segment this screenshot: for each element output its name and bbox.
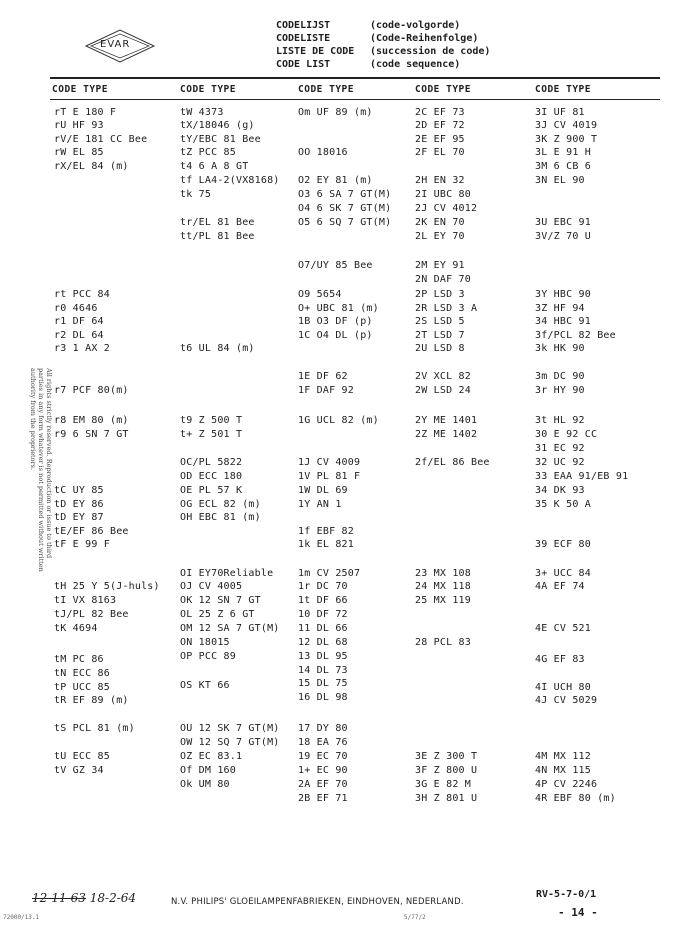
code-entry: tF E 99 F — [54, 539, 110, 550]
code-entry: 1r DC 70 — [298, 581, 348, 592]
code-entry: 2A EF 70 — [298, 779, 348, 790]
code-entry: O2 EY 81 (m) — [298, 175, 373, 186]
code-entry: 1t DF 66 — [298, 595, 348, 606]
code-entry: OO 18016 — [298, 147, 348, 158]
code-entry: r8 EM 80 (m) — [54, 415, 129, 426]
code-entry: Om UF 89 (m) — [298, 107, 373, 118]
handwritten-dates — [32, 891, 136, 905]
column-heading: CODE TYPE — [298, 84, 354, 95]
code-entry: rX/EL 84 (m) — [54, 161, 129, 172]
print-mark: 5/77/2 — [404, 914, 426, 921]
copyright-side-note: All rights strictly reserved. Reproduction or issue to third parties in any form whatever is not permitted without written authority from the proprietors. — [29, 368, 53, 572]
column-heading: CODE TYPE — [535, 84, 591, 95]
code-entry: 2M EY 91 — [415, 260, 465, 271]
code-entry: 3f/PCL 82 Bee — [535, 330, 616, 341]
code-entry: 2R LSD 3 A — [415, 303, 478, 314]
code-entry: 1J CV 4009 — [298, 457, 361, 468]
code-entry: 2I UBC 80 — [415, 189, 471, 200]
code-entry: tC UY 85 — [54, 485, 104, 496]
code-entry: OS KT 66 — [180, 680, 230, 691]
code-entry: 39 ECF 80 — [535, 539, 591, 550]
company-line: N.V. PHILIPS' GLOEILAMPENFABRIEKEN, EINDHOVEN, NEDERLAND. — [171, 897, 464, 907]
code-entry: 2T LSD 7 — [415, 330, 465, 341]
code-entry: 2V XCL 82 — [415, 371, 471, 382]
code-entry: 2F EL 70 — [415, 147, 465, 158]
code-entry: O4 6 SK 7 GT(M) — [298, 203, 392, 214]
title-left: LISTE DE CODE — [276, 46, 355, 57]
code-entry: OZ EC 83.1 — [180, 751, 243, 762]
code-entry: 32 UC 92 — [535, 457, 585, 468]
code-entry: 3Z HF 94 — [535, 303, 585, 314]
code-entry: 11 DL 66 — [298, 623, 348, 634]
code-entry: r7 PCF 80(m) — [54, 385, 129, 396]
column-heading: CODE TYPE — [52, 84, 108, 95]
code-entry: 4A EF 74 — [535, 581, 585, 592]
code-entry: 3L E 91 H — [535, 147, 591, 158]
evar-logo-text: EVAR — [100, 39, 131, 50]
title-right: (Code-Reihenfolge) — [370, 33, 479, 44]
code-entry: OP PCC 89 — [180, 651, 236, 662]
code-entry: 4R EBF 80 (m) — [535, 793, 616, 804]
code-entry: rT E 180 F — [54, 107, 117, 118]
code-entry: 2B EF 71 — [298, 793, 348, 804]
code-entry: tI VX 8163 — [54, 595, 117, 606]
page-number: - 14 - — [558, 906, 598, 919]
code-entry: r2 DL 64 — [54, 330, 104, 341]
code-entry: 2P LSD 3 — [415, 289, 465, 300]
header-rule — [50, 99, 660, 100]
code-entry: 1Y AN 1 — [298, 499, 342, 510]
top-rule — [50, 77, 660, 79]
code-entry: 3J CV 4019 — [535, 120, 598, 131]
code-entry: 14 DL 73 — [298, 665, 348, 676]
code-entry: 34 DK 93 — [535, 485, 585, 496]
code-entry: rV/E 181 CC Bee — [54, 134, 148, 145]
code-entry: 4I UCH 80 — [535, 682, 591, 693]
code-entry: 3U EBC 91 — [535, 217, 591, 228]
code-entry: 2W LSD 24 — [415, 385, 471, 396]
title-left: CODELIJST — [276, 20, 331, 31]
code-entry: tX/18046 (g) — [180, 120, 255, 131]
code-entry: tY/EBC 81 Bee — [180, 134, 261, 145]
code-entry: 1m CV 2507 — [298, 568, 361, 579]
code-entry: 4J CV 5029 — [535, 695, 598, 706]
code-entry: Of DM 160 — [180, 765, 236, 776]
code-entry: OU 12 SK 7 GT(M) — [180, 723, 280, 734]
code-entry: OM 12 SA 7 GT(M) — [180, 623, 280, 634]
code-entry: tE/EF 86 Bee — [54, 526, 129, 537]
code-entry: rU HF 93 — [54, 120, 104, 131]
code-entry: tK 4694 — [54, 623, 98, 634]
code-entry: 3N EL 90 — [535, 175, 585, 186]
code-entry: O+ UBC 81 (m) — [298, 303, 379, 314]
title-right: (code sequence) — [370, 59, 461, 70]
code-entry: OD ECC 180 — [180, 471, 243, 482]
code-entry: t4 6 A 8 GT — [180, 161, 249, 172]
code-entry: tt/PL 81 Bee — [180, 231, 255, 242]
code-entry: 4N MX 115 — [535, 765, 591, 776]
code-entry: tR EF 89 (m) — [54, 695, 129, 706]
code-entry: 2K EN 70 — [415, 217, 465, 228]
revised-date: 18-2-64 — [89, 891, 137, 905]
code-entry: 2Z ME 1402 — [415, 429, 478, 440]
code-entry: 3E Z 300 T — [415, 751, 478, 762]
code-entry: OG ECL 82 (m) — [180, 499, 261, 510]
code-entry: tM PC 86 — [54, 654, 104, 665]
code-entry: 1G UCL 82 (m) — [298, 415, 379, 426]
code-entry: OW 12 SQ 7 GT(M) — [180, 737, 280, 748]
code-entry: 2S LSD 5 — [415, 316, 465, 327]
code-entry: 3G E 82 M — [415, 779, 471, 790]
code-entry: 3t HL 92 — [535, 415, 585, 426]
code-entry: 25 MX 119 — [415, 595, 471, 606]
code-entry: 1f EBF 82 — [298, 526, 354, 537]
code-entry: 1B O3 DF (p) — [298, 316, 373, 327]
code-entry: rW EL 85 — [54, 147, 104, 158]
code-entry: 4M MX 112 — [535, 751, 591, 762]
code-entry: t6 UL 84 (m) — [180, 343, 255, 354]
code-entry: 3K Z 900 T — [535, 134, 598, 145]
code-entry: tW 4373 — [180, 107, 224, 118]
code-entry: Ok UM 80 — [180, 779, 230, 790]
title-left: CODE LIST — [276, 59, 331, 70]
code-entry: r0 4646 — [54, 303, 98, 314]
code-entry: 1W DL 69 — [298, 485, 348, 496]
code-entry: 3r HY 90 — [535, 385, 585, 396]
code-entry: 2D EF 72 — [415, 120, 465, 131]
code-entry: 18 EA 76 — [298, 737, 348, 748]
column-heading: CODE TYPE — [180, 84, 236, 95]
code-entry: tJ/PL 82 Bee — [54, 609, 129, 620]
code-entry: rt PCC 84 — [54, 289, 110, 300]
code-entry: 4G EF 83 — [535, 654, 585, 665]
code-entry: 3m DC 90 — [535, 371, 585, 382]
code-entry: 2J CV 4012 — [415, 203, 478, 214]
code-entry: 2f/EL 86 Bee — [415, 457, 490, 468]
code-entry: O9 5654 — [298, 289, 342, 300]
code-entry: tV GZ 34 — [54, 765, 104, 776]
code-entry: r1 DF 64 — [54, 316, 104, 327]
code-entry: 3H Z 801 U — [415, 793, 478, 804]
title-right: (succession de code) — [370, 46, 491, 57]
code-entry: 1+ EC 90 — [298, 765, 348, 776]
code-entry: 2L EY 70 — [415, 231, 465, 242]
code-entry: OL 25 Z 6 GT — [180, 609, 255, 620]
code-entry: tP UCC 85 — [54, 682, 110, 693]
code-entry: 2H EN 32 — [415, 175, 465, 186]
code-entry: tZ PCC 85 — [180, 147, 236, 158]
title-left: CODELISTE — [276, 33, 331, 44]
code-entry: tf LA4-2(VX8168) — [180, 175, 280, 186]
code-entry: 34 HBC 91 — [535, 316, 591, 327]
code-entry: 1k EL 821 — [298, 539, 354, 550]
code-entry: 1C O4 DL (p) — [298, 330, 373, 341]
code-entry: 19 EC 70 — [298, 751, 348, 762]
code-entry: 23 MX 108 — [415, 568, 471, 579]
print-code: 72000/13.1 — [3, 914, 40, 921]
code-entry: OJ CV 4005 — [180, 581, 243, 592]
code-entry: tH 25 Y 5(J-huls) — [54, 581, 160, 592]
code-entry: 3Y HBC 90 — [535, 289, 591, 300]
code-entry: 3+ UCC 84 — [535, 568, 591, 579]
code-entry: 3M 6 CB 6 — [535, 161, 591, 172]
code-entry: 33 EAA 91/EB 91 — [535, 471, 629, 482]
code-entry: tU ECC 85 — [54, 751, 110, 762]
code-entry: O5 6 SQ 7 GT(M) — [298, 217, 392, 228]
code-entry: OC/PL 5822 — [180, 457, 243, 468]
code-entry: 3I UF 81 — [535, 107, 585, 118]
code-entry: 3F Z 800 U — [415, 765, 478, 776]
code-entry: 17 DY 80 — [298, 723, 348, 734]
code-entry: 16 DL 98 — [298, 692, 348, 703]
code-entry: 1F DAF 92 — [298, 385, 354, 396]
code-entry: 10 DF 72 — [298, 609, 348, 620]
code-entry: 12 DL 68 — [298, 637, 348, 648]
code-entry: 2C EF 73 — [415, 107, 465, 118]
code-entry: 2U LSD 8 — [415, 343, 465, 354]
code-entry: 3V/Z 70 U — [535, 231, 591, 242]
code-entry: OH EBC 81 (m) — [180, 512, 261, 523]
code-entry: O3 6 SA 7 GT(M) — [298, 189, 392, 200]
code-entry: O7/UY 85 Bee — [298, 260, 373, 271]
code-entry: tk 75 — [180, 189, 212, 200]
code-entry: 2Y ME 1401 — [415, 415, 478, 426]
code-entry: OE PL 57 K — [180, 485, 243, 496]
code-entry: 31 EC 92 — [535, 443, 585, 454]
code-entry: 4E CV 521 — [535, 623, 591, 634]
code-entry: 1V PL 81 F — [298, 471, 361, 482]
column-heading: CODE TYPE — [415, 84, 471, 95]
code-entry: 3k HK 90 — [535, 343, 585, 354]
code-entry: OK 12 SN 7 GT — [180, 595, 261, 606]
code-entry: 2N DAF 70 — [415, 274, 471, 285]
code-entry: 1E DF 62 — [298, 371, 348, 382]
code-entry: 30 E 92 CC — [535, 429, 598, 440]
code-entry: OI EY70Reliable — [180, 568, 274, 579]
code-entry: 2E EF 95 — [415, 134, 465, 145]
code-entry: 4P CV 2246 — [535, 779, 598, 790]
code-entry: 13 DL 95 — [298, 651, 348, 662]
code-entry: 28 PCL 83 — [415, 637, 471, 648]
code-entry: 24 MX 118 — [415, 581, 471, 592]
code-entry: tD EY 87 — [54, 512, 104, 523]
struck-date: 12-11-63 — [32, 891, 86, 905]
code-entry: ON 18015 — [180, 637, 230, 648]
title-right: (code-volgorde) — [370, 20, 461, 31]
code-entry: r3 1 AX 2 — [54, 343, 110, 354]
code-entry: tD EY 86 — [54, 499, 104, 510]
code-entry: tr/EL 81 Bee — [180, 217, 255, 228]
code-entry: tN ECC 86 — [54, 668, 110, 679]
document-number: RV-5-7-0/1 — [536, 889, 597, 900]
code-entry: r9 6 SN 7 GT — [54, 429, 129, 440]
code-entry: tS PCL 81 (m) — [54, 723, 135, 734]
code-entry: 35 K 50 A — [535, 499, 591, 510]
code-entry: t9 Z 500 T — [180, 415, 243, 426]
code-entry: 15 DL 75 — [298, 678, 348, 689]
code-entry: t+ Z 501 T — [180, 429, 243, 440]
